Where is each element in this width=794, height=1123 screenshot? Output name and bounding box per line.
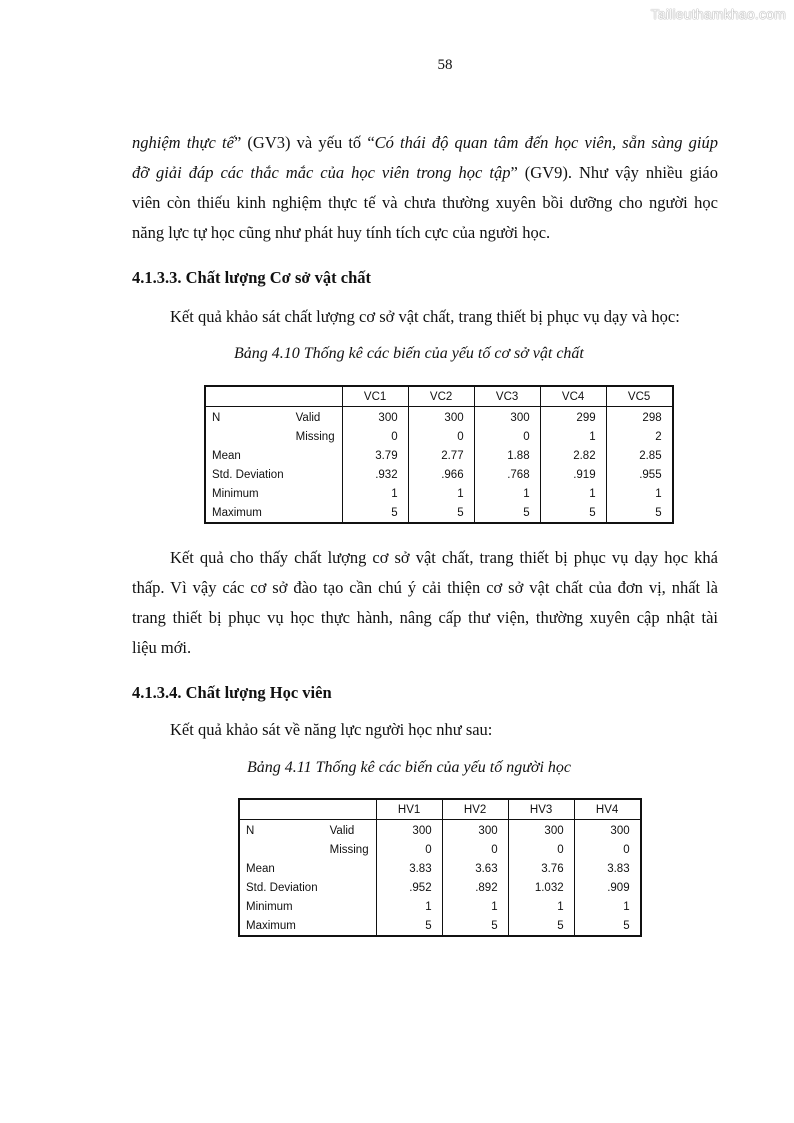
- table-cell: .952: [376, 878, 442, 897]
- table-cell: 5: [574, 916, 641, 936]
- text-run: ” (GV9). Như vậy nhiều giáo: [510, 163, 718, 182]
- table-cell: 2.85: [606, 446, 673, 465]
- table-cell: 1: [574, 897, 641, 916]
- intro-line-1: [132, 128, 718, 158]
- table-cell: 1.032: [508, 878, 574, 897]
- table-stub-header: [239, 799, 376, 820]
- table-row: [239, 897, 641, 916]
- table-cell: 300: [376, 820, 442, 841]
- table-cell: 3.79: [342, 446, 408, 465]
- table-cell: 5: [606, 503, 673, 523]
- section-heading-facilities: 4.1.3.3. Chất lượng Cơ sở vật chất: [132, 268, 371, 287]
- table-cell: 298: [606, 407, 673, 428]
- table-caption-4-11: Bảng 4.11 Thống kê các biến của yếu tố người học: [247, 759, 571, 776]
- conclusion-line-3: trang thiết bị phục vụ học thực hành, nâng cấp thư viện, thường xuyên cập nhật tài: [132, 608, 718, 627]
- table-row: [239, 878, 641, 897]
- table-cell: 0: [376, 840, 442, 859]
- table-row: [205, 407, 673, 428]
- conclusion-line-1: Kết quả cho thấy chất lượng cơ sở vật chất, trang thiết bị phục vụ dạy học khá: [170, 548, 718, 567]
- table-cell: 2: [606, 427, 673, 446]
- table-cell: 3.76: [508, 859, 574, 878]
- table-cell: 2.77: [408, 446, 474, 465]
- table-cell: .892: [442, 878, 508, 897]
- table-cell: 1: [342, 484, 408, 503]
- column-header: HV4: [574, 799, 641, 820]
- table-cell: 0: [508, 840, 574, 859]
- intro-line-4: năng lực tự học cũng như phát huy tính tích cực của người học.: [132, 223, 551, 242]
- section-heading-students: 4.1.3.4. Chất lượng Học viên: [132, 683, 332, 702]
- conclusion-line-2: thấp. Vì vậy các cơ sở đào tạo cần chú ý cải thiện cơ sở vật chất của đơn vị, nhất là: [132, 578, 718, 597]
- row-label: Minimum: [246, 900, 293, 913]
- row-sublabel: [324, 878, 377, 897]
- table-cell: 1: [540, 427, 606, 446]
- quote-text: Có thái độ quan tâm đến học viên, sẵn sàng giúp: [374, 133, 719, 152]
- table-cell: 0: [474, 427, 540, 446]
- table-cell: 5: [408, 503, 474, 523]
- row-label: Mean: [246, 862, 275, 875]
- table-row: [205, 484, 673, 503]
- row-sublabel: [324, 916, 377, 936]
- table-cell: 1: [376, 897, 442, 916]
- row-sublabel: Valid: [324, 820, 377, 841]
- table-cell: 5: [376, 916, 442, 936]
- table-cell: 1: [606, 484, 673, 503]
- column-header: VC1: [342, 386, 408, 407]
- table-row: [205, 465, 673, 484]
- table-cell: .909: [574, 878, 641, 897]
- table-cell: 5: [474, 503, 540, 523]
- table-stub-header: [205, 386, 342, 407]
- table-cell: .955: [606, 465, 673, 484]
- table-cell: 1: [540, 484, 606, 503]
- table-cell: 300: [474, 407, 540, 428]
- table-row: [239, 820, 641, 841]
- table-cell: 1: [408, 484, 474, 503]
- table-cell: 300: [408, 407, 474, 428]
- row-label: Minimum: [212, 487, 259, 500]
- table-cell: 300: [342, 407, 408, 428]
- row-label: Mean: [212, 449, 241, 462]
- watermark: Tailieuthamkhao.com: [650, 6, 786, 22]
- table-row: [239, 859, 641, 878]
- row-sublabel: Missing: [290, 427, 343, 446]
- table-caption-4-10: Bảng 4.10 Thống kê các biến của yếu tố cơ sở vật chất: [234, 345, 584, 362]
- table-row: [205, 503, 673, 523]
- table-cell: .966: [408, 465, 474, 484]
- table-cell: 5: [540, 503, 606, 523]
- column-header: HV2: [442, 799, 508, 820]
- column-header: VC3: [474, 386, 540, 407]
- row-label: Maximum: [212, 506, 262, 519]
- intro-line-3: viên còn thiếu kinh nghiệm thực tế và chưa thường xuyên bồi dưỡng cho người học: [132, 193, 718, 212]
- table-cell: 1: [474, 484, 540, 503]
- row-sublabel: [324, 859, 377, 878]
- table-cell: 300: [508, 820, 574, 841]
- row-sublabel: Missing: [324, 840, 377, 859]
- row-label: Std. Deviation: [212, 468, 284, 481]
- row-label: Maximum: [246, 919, 296, 932]
- table-row: [205, 427, 673, 446]
- facilities-intro: Kết quả khảo sát chất lượng cơ sở vật chất, trang thiết bị phục vụ dạy và học:: [170, 307, 680, 326]
- table-cell: 300: [574, 820, 641, 841]
- intro-paragraph: [132, 128, 718, 248]
- text-run: ” (GV3) và yếu tố “: [233, 133, 375, 152]
- students-intro: Kết quả khảo sát về năng lực người học như sau:: [170, 720, 493, 739]
- table-cell: 3.83: [376, 859, 442, 878]
- intro-line-2: [132, 158, 718, 188]
- table-cell: 300: [442, 820, 508, 841]
- row-label: [205, 427, 290, 446]
- row-label: N: [246, 824, 255, 837]
- row-sublabel: [290, 465, 343, 484]
- table-cell: 3.63: [442, 859, 508, 878]
- table-cell: 0: [574, 840, 641, 859]
- column-header: VC2: [408, 386, 474, 407]
- column-header: HV3: [508, 799, 574, 820]
- row-label: N: [212, 411, 221, 424]
- table-cell: 2.82: [540, 446, 606, 465]
- table-cell: 3.83: [574, 859, 641, 878]
- row-label: Std. Deviation: [246, 881, 318, 894]
- column-header: HV1: [376, 799, 442, 820]
- table-4-11: [238, 798, 642, 937]
- table-row: [239, 916, 641, 936]
- table-cell: .932: [342, 465, 408, 484]
- row-sublabel: Valid: [290, 407, 343, 428]
- facilities-conclusion: [132, 543, 718, 663]
- row-sublabel: [290, 446, 343, 465]
- table-cell: 5: [442, 916, 508, 936]
- conclusion-line-4: liệu mới.: [132, 638, 192, 657]
- row-label: [239, 840, 324, 859]
- row-sublabel: [290, 484, 343, 503]
- quote-text: đỡ giải đáp các thắc mắc của học viên trong học tập: [132, 163, 511, 182]
- table-cell: 1.88: [474, 446, 540, 465]
- page-number: 58: [437, 57, 453, 73]
- quote-text: nghiệm thực tế: [132, 133, 234, 152]
- table-cell: 0: [342, 427, 408, 446]
- table-cell: 299: [540, 407, 606, 428]
- table-cell: 1: [508, 897, 574, 916]
- table-4-10: [204, 385, 674, 524]
- table-cell: 1: [442, 897, 508, 916]
- column-header: VC4: [540, 386, 606, 407]
- table-row: [239, 840, 641, 859]
- row-sublabel: [290, 503, 343, 523]
- table-cell: 5: [508, 916, 574, 936]
- row-sublabel: [324, 897, 377, 916]
- table-cell: 5: [342, 503, 408, 523]
- table-cell: .768: [474, 465, 540, 484]
- table-cell: 0: [442, 840, 508, 859]
- table-cell: 0: [408, 427, 474, 446]
- table-row: [205, 446, 673, 465]
- table-cell: .919: [540, 465, 606, 484]
- column-header: VC5: [606, 386, 673, 407]
